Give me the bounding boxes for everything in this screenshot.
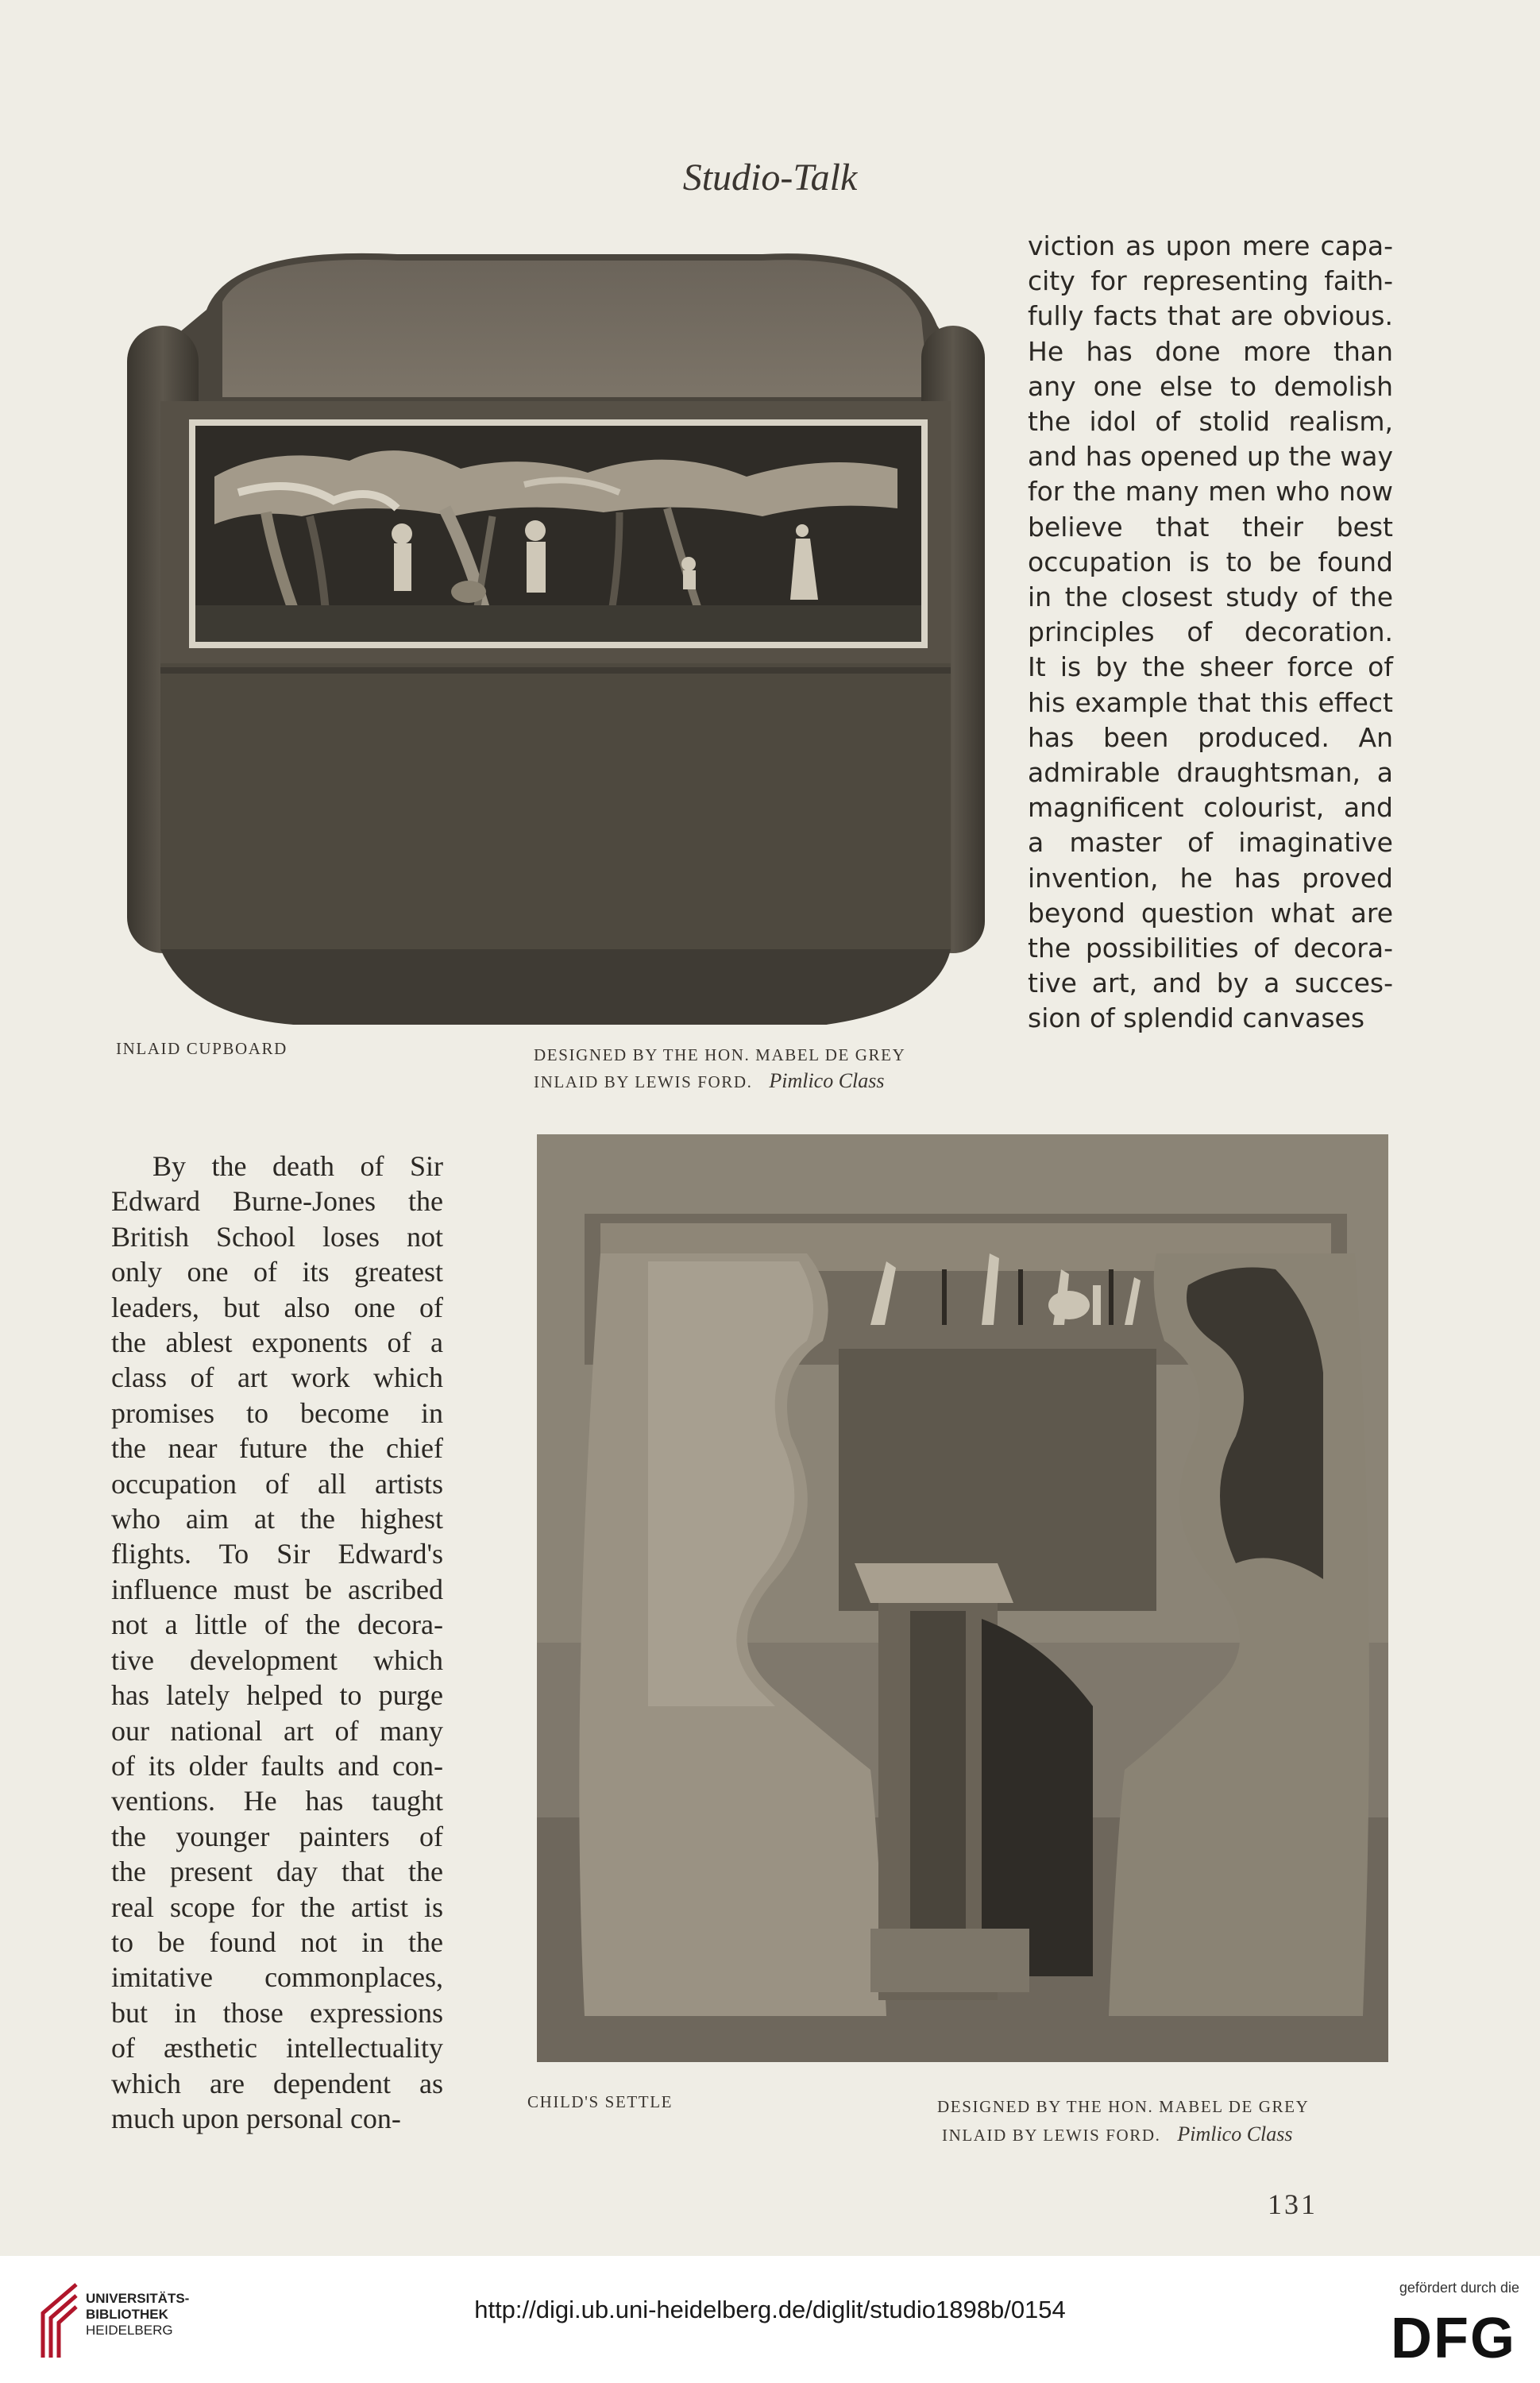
- text-line: principles of decoration.: [1028, 616, 1393, 648]
- text-line: promises to become in: [111, 1396, 443, 1429]
- text-line: city for representing faith-: [1028, 265, 1393, 297]
- plate-1-owner: Pimlico Class: [769, 1069, 885, 1092]
- inlaid-cupboard-photo: [111, 238, 993, 1041]
- page-number: 131: [1268, 2188, 1318, 2220]
- text-line: fully facts that are obvious.: [1028, 300, 1393, 332]
- source-url-link[interactable]: http://digi.ub.uni-heidelberg.de/diglit/studio1898b/0154: [474, 2296, 1066, 2323]
- text-line: who aim at the highest: [111, 1503, 443, 1535]
- text-line: of its older faults and con-: [111, 1749, 443, 1782]
- text-line: the younger painters of: [111, 1820, 443, 1852]
- text-line: any one else to demolish: [1028, 370, 1393, 402]
- running-head: Studio-Talk: [682, 156, 858, 199]
- text-line: He has done more than: [1028, 335, 1393, 367]
- text-line: to be found not in the: [111, 1925, 443, 1958]
- library-line-3: HEIDELBERG: [86, 2323, 173, 2338]
- text-line: tive development which: [111, 1643, 443, 1676]
- plate-1-title: INLAID CUPBOARD: [116, 1039, 288, 1058]
- text-line: has lately helped to purge: [111, 1679, 443, 1712]
- text-line: the ablest exponents of a: [111, 1327, 443, 1359]
- plate-1-maker: INLAID BY LEWIS FORD.: [534, 1072, 753, 1091]
- text-line: but in those expressions: [111, 1996, 443, 2029]
- text-line: influence must be ascribed: [111, 1573, 443, 1605]
- text-line: beyond question what are: [1028, 897, 1393, 929]
- text-line: believe that their best: [1028, 511, 1393, 543]
- text-line: leaders, but also one of: [111, 1291, 443, 1323]
- text-line: magnificent colourist, and: [1028, 792, 1393, 824]
- text-line: our national art of many: [111, 1714, 443, 1747]
- text-line: the present day that the: [111, 1856, 443, 1888]
- plate-2-credit: [942, 2122, 1293, 2146]
- text-line: invention, he has proved: [1028, 862, 1393, 894]
- text-line: admirable draughtsman, a: [1028, 757, 1393, 789]
- text-line: tive art, and by a succes-: [1028, 967, 1393, 999]
- plate-1-designer: DESIGNED BY THE HON. MABEL DE GREY: [534, 1045, 906, 1064]
- text-line: By the death of Sir: [152, 1150, 443, 1182]
- plate-2-maker: INLAID BY LEWIS FORD.: [942, 2126, 1161, 2145]
- text-line: the near future the chief: [111, 1432, 443, 1465]
- text-line: occupation is to be found: [1028, 546, 1393, 577]
- dfg-logo-icon: DFG: [1391, 2307, 1516, 2370]
- text-line: viction as upon mere capa-: [1028, 230, 1393, 261]
- text-line: for the many men who now: [1028, 476, 1393, 508]
- text-line: sion of splendid canvases: [1028, 1002, 1365, 1034]
- text-line: class of art work which: [111, 1361, 443, 1394]
- text-line: Edward Burne-Jones the: [111, 1185, 443, 1218]
- plate-1-credit: [534, 1069, 885, 1093]
- text-line: real scope for the artist is: [111, 1891, 443, 1923]
- library-line-2: BIBLIOTHEK: [86, 2307, 168, 2322]
- text-line: only one of its greatest: [111, 1256, 443, 1288]
- text-line: a master of imaginative: [1028, 827, 1393, 859]
- right-column-text: [1028, 229, 1393, 1037]
- text-line: the possibilities of decora-: [1028, 933, 1393, 964]
- funding-note: gefördert durch die: [1399, 2280, 1519, 2296]
- text-line: his example that this effect: [1028, 686, 1393, 718]
- text-line: not a little of the decora-: [111, 1609, 443, 1641]
- text-line: has been produced. An: [1028, 721, 1393, 753]
- text-line: occupation of all artists: [111, 1467, 443, 1500]
- text-line: imitative commonplaces,: [111, 1961, 443, 1994]
- childs-settle-photo: [537, 1134, 1388, 2062]
- plate-2-title: CHILD'S SETTLE: [527, 2092, 674, 2111]
- left-column-text: [111, 1149, 443, 2136]
- text-line: and has opened up the way: [1028, 441, 1393, 473]
- text-line: in the closest study of the: [1028, 581, 1393, 613]
- plate-2-designer: DESIGNED BY THE HON. MABEL DE GREY: [937, 2097, 1310, 2116]
- text-line: much upon personal con-: [111, 2102, 401, 2134]
- plate-2-owner: Pimlico Class: [1177, 2122, 1293, 2145]
- text-line: which are dependent as: [111, 2067, 443, 2099]
- text-line: ventions. He has taught: [111, 1785, 443, 1817]
- text-line: flights. To Sir Edward's: [111, 1538, 443, 1570]
- text-line: British School loses not: [111, 1220, 443, 1253]
- library-line-1: UNIVERSITÄTS-: [86, 2291, 190, 2306]
- text-line: It is by the sheer force of: [1028, 651, 1393, 683]
- text-line: of æsthetic intellectuality: [111, 2032, 443, 2064]
- text-line: the idol of stolid realism,: [1028, 406, 1393, 438]
